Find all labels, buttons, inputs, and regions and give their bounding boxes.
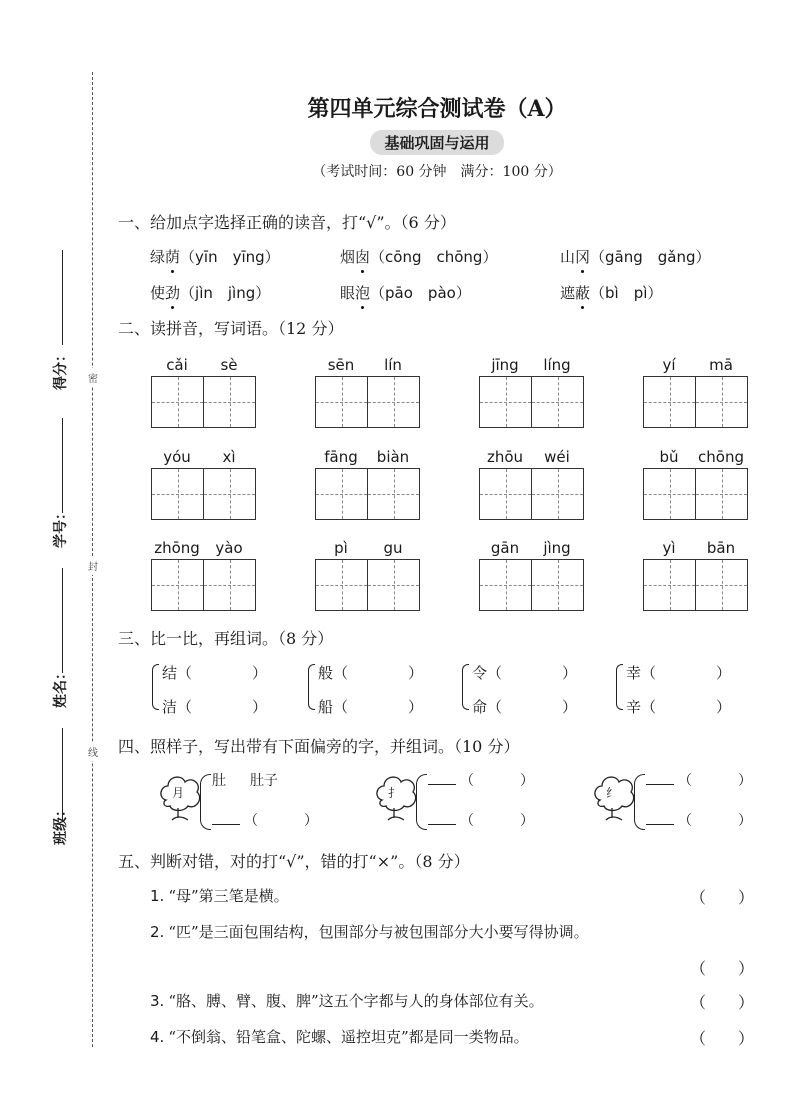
writing-cell[interactable] — [695, 559, 748, 611]
exam-info: （考试时间：60 分钟 满分：100 分） — [312, 164, 562, 180]
dotted-char: 蔽 — [575, 284, 591, 302]
answer-paren[interactable]: ） — [716, 664, 732, 682]
subtitle-wrap — [0, 130, 794, 155]
radical-answer-row — [212, 770, 278, 790]
pinyin-syllable: sēn — [327, 356, 355, 374]
judgment-item — [150, 921, 589, 942]
pinyin-syllable: pì — [334, 539, 348, 557]
pair-char: 命（ — [472, 698, 503, 716]
open-paren: （ — [678, 773, 692, 789]
close-paren: ） — [738, 773, 752, 789]
pinyin-syllable: mā — [709, 356, 733, 374]
pair-char: 辛（ — [626, 698, 657, 716]
word-char: 山 — [560, 248, 576, 266]
name-label: 姓名： — [53, 666, 69, 708]
pinyin-syllable: gu — [383, 539, 403, 557]
writing-cell[interactable] — [367, 559, 420, 611]
brace — [616, 664, 623, 710]
tianzige-grid — [479, 559, 583, 611]
subtitle: 基础巩固与运用 — [370, 130, 503, 155]
tianzige-grid — [479, 376, 583, 428]
writing-cell[interactable] — [695, 376, 748, 428]
writing-cell[interactable] — [203, 559, 256, 611]
item-number: 4. — [150, 1028, 165, 1046]
open-paren: （ — [244, 813, 258, 829]
reading-choice-item — [340, 282, 471, 303]
pinyin-syllable: líng — [543, 356, 571, 374]
dotted-char: 荫 — [165, 248, 181, 266]
dotted-char: 囱 — [355, 248, 371, 266]
pair-char: 令（ — [472, 664, 503, 682]
pinyin-syllable: biàn — [376, 448, 410, 466]
writing-cell[interactable] — [643, 468, 696, 520]
judgment-item — [150, 990, 544, 1011]
pinyin-options[interactable]: （yīn yīng） — [180, 248, 280, 266]
writing-cell[interactable] — [151, 559, 204, 611]
writing-cell[interactable] — [531, 468, 584, 520]
pinyin-syllable: gān — [490, 539, 520, 557]
radical-char: 纟 — [605, 786, 618, 800]
writing-cell[interactable] — [479, 376, 532, 428]
q1-heading: 一、给加点字选择正确的读音，打“√”。（6 分） — [118, 213, 456, 232]
reading-choice-item — [150, 282, 270, 303]
compare-pair — [462, 662, 582, 714]
pinyin-options[interactable]: （pāo pào） — [370, 284, 471, 302]
q4-heading: 四、照样子，写出带有下面偏旁的字，并组词。（10 分） — [118, 737, 520, 756]
item-number: 2. — [150, 923, 165, 941]
pinyin-syllable: lín — [384, 356, 402, 374]
pinyin-syllable: xì — [222, 448, 236, 466]
answer-paren[interactable]: ） — [562, 664, 578, 682]
reading-choice-item — [560, 246, 711, 267]
example-char: 肚 — [212, 773, 226, 789]
writing-cell[interactable] — [151, 376, 204, 428]
open-paren: （ — [460, 773, 474, 789]
pinyin-syllable: zhōng — [154, 539, 200, 557]
dotted-char: 劲 — [165, 284, 181, 302]
tianzige-grid — [315, 376, 419, 428]
answer-paren[interactable]: ） — [252, 664, 268, 682]
writing-cell[interactable] — [367, 468, 420, 520]
tianzige-grid — [479, 468, 583, 520]
q3-heading: 三、比一比，再组词。（8 分） — [118, 629, 334, 648]
writing-cell[interactable] — [531, 376, 584, 428]
name-line — [62, 568, 63, 673]
dotted-char: 泡 — [355, 284, 371, 302]
writing-cell[interactable] — [367, 376, 420, 428]
open-paren: （ — [678, 813, 692, 829]
word-char: 使 — [150, 284, 166, 302]
reading-choice-item — [150, 246, 280, 267]
answer-paren[interactable]: ） — [252, 698, 268, 716]
item-number: 3. — [150, 992, 165, 1010]
tianzige-grid — [643, 376, 747, 428]
writing-cell[interactable] — [315, 376, 368, 428]
tianzige-grid — [643, 468, 747, 520]
compare-pair — [616, 662, 736, 714]
pinyin-syllable: jìng — [543, 539, 571, 557]
pinyin-syllable: bān — [706, 539, 736, 557]
word-char: 绿 — [150, 248, 166, 266]
writing-cell[interactable] — [531, 559, 584, 611]
word-char: 烟 — [340, 248, 356, 266]
item-text: “胳、膊、臂、腹、脾”这五个字都与人的身体部位有关。 — [168, 992, 544, 1010]
pinyin-syllable: yí — [662, 356, 676, 374]
writing-cell[interactable] — [643, 376, 696, 428]
brace — [462, 664, 469, 710]
radical-answer-row — [646, 810, 752, 830]
writing-cell[interactable] — [479, 468, 532, 520]
close-paren: ） — [738, 813, 752, 829]
student-id-line — [62, 418, 63, 513]
reading-choice-item — [340, 246, 497, 267]
word-char: 遮 — [560, 284, 576, 302]
answer-box[interactable]: （ ） — [690, 959, 755, 978]
answer-paren[interactable]: ） — [408, 698, 424, 716]
pinyin-syllable: bǔ — [659, 448, 679, 466]
answer-paren[interactable]: ） — [716, 698, 732, 716]
brace — [634, 774, 645, 830]
writing-cell[interactable] — [315, 559, 368, 611]
answer-paren[interactable]: ） — [408, 664, 424, 682]
writing-cell[interactable] — [479, 559, 532, 611]
word-char: 眼 — [340, 284, 356, 302]
char-blank[interactable] — [428, 812, 456, 825]
writing-cell[interactable] — [203, 376, 256, 428]
radical-char: 月 — [171, 786, 184, 800]
binding-char-mi: 密 — [88, 368, 98, 387]
example-word: 肚子 — [250, 773, 278, 789]
pinyin-syllable: sè — [220, 356, 238, 374]
pinyin-options[interactable]: （jìn jìng） — [180, 284, 271, 302]
score-label: 得分： — [53, 348, 69, 390]
pinyin-syllable: wéi — [544, 448, 570, 466]
open-paren: （ — [460, 813, 474, 829]
char-blank[interactable] — [428, 772, 456, 785]
brace — [416, 774, 427, 830]
char-blank[interactable] — [646, 772, 674, 785]
binding-char-feng: 封 — [88, 556, 98, 575]
brace — [152, 664, 159, 710]
answer-box[interactable]: （ ） — [690, 993, 755, 1012]
pinyin-options[interactable]: （cōng chōng） — [370, 248, 498, 266]
brace — [200, 774, 211, 830]
q2-heading: 二、读拼音，写词语。（12 分） — [118, 319, 344, 338]
tianzige-grid — [643, 559, 747, 611]
item-text: “匹”是三面包围结构，包围部分与被包围部分大小要写得协调。 — [168, 923, 589, 941]
answer-box[interactable]: （ ） — [690, 1029, 755, 1048]
score-line — [62, 250, 63, 345]
class-label: 班级： — [53, 803, 69, 845]
close-paren: ） — [304, 813, 318, 829]
radical-char: 扌 — [387, 786, 400, 800]
pinyin-syllable: yì — [662, 539, 676, 557]
radical-answer-row — [428, 770, 534, 790]
pinyin-syllable: jīng — [491, 356, 519, 374]
pinyin-syllable: yóu — [163, 448, 191, 466]
q5-heading: 五、判断对错，对的打“√”，错的打“×”。（8 分） — [118, 852, 470, 871]
tianzige-grid — [151, 468, 255, 520]
answer-box[interactable]: （ ） — [690, 888, 755, 907]
dotted-char: 冈 — [575, 248, 591, 266]
radical-answer-row — [428, 810, 534, 830]
item-text: “母”第三笔是横。 — [168, 887, 289, 905]
radical-answer-row — [212, 810, 318, 830]
writing-cell[interactable] — [695, 468, 748, 520]
pinyin-syllable: cǎi — [166, 356, 188, 374]
pinyin-syllable: fāng — [324, 448, 358, 466]
reading-choice-item — [560, 282, 662, 303]
judgment-item — [150, 885, 289, 906]
close-paren: ） — [520, 773, 534, 789]
pinyin-syllable: yào — [215, 539, 243, 557]
item-text: “不倒翁、铅笔盒、陀螺、遥控坦克”都是同一类物品。 — [168, 1028, 529, 1046]
writing-cell[interactable] — [203, 468, 256, 520]
compare-pair — [308, 662, 428, 714]
binding-char-xian: 线 — [88, 742, 98, 761]
pinyin-options[interactable]: （bì pì） — [590, 284, 663, 302]
char-blank[interactable] — [212, 812, 240, 825]
pair-char: 船（ — [318, 698, 349, 716]
brace — [308, 664, 315, 710]
pinyin-options[interactable]: （gāng gǎng） — [590, 248, 711, 266]
tianzige-grid — [315, 559, 419, 611]
pair-char: 般（ — [318, 664, 349, 682]
writing-cell[interactable] — [643, 559, 696, 611]
item-number: 1. — [150, 887, 165, 905]
tianzige-grid — [315, 468, 419, 520]
tianzige-grid — [151, 559, 255, 611]
tianzige-grid — [151, 376, 255, 428]
pair-char: 结（ — [162, 664, 193, 682]
pinyin-syllable: zhōu — [486, 448, 524, 466]
judgment-item — [150, 1026, 529, 1047]
writing-cell[interactable] — [151, 468, 204, 520]
page-title: 第四单元综合测试卷（A） — [307, 96, 567, 122]
writing-cell[interactable] — [315, 468, 368, 520]
pair-char: 幸（ — [626, 664, 657, 682]
pinyin-syllable: chōng — [698, 448, 744, 466]
answer-paren[interactable]: ） — [562, 698, 578, 716]
close-paren: ） — [520, 813, 534, 829]
compare-pair — [152, 662, 272, 714]
char-blank[interactable] — [646, 812, 674, 825]
radical-answer-row — [646, 770, 752, 790]
pair-char: 洁（ — [162, 698, 193, 716]
student-id-label: 学号： — [53, 506, 69, 548]
